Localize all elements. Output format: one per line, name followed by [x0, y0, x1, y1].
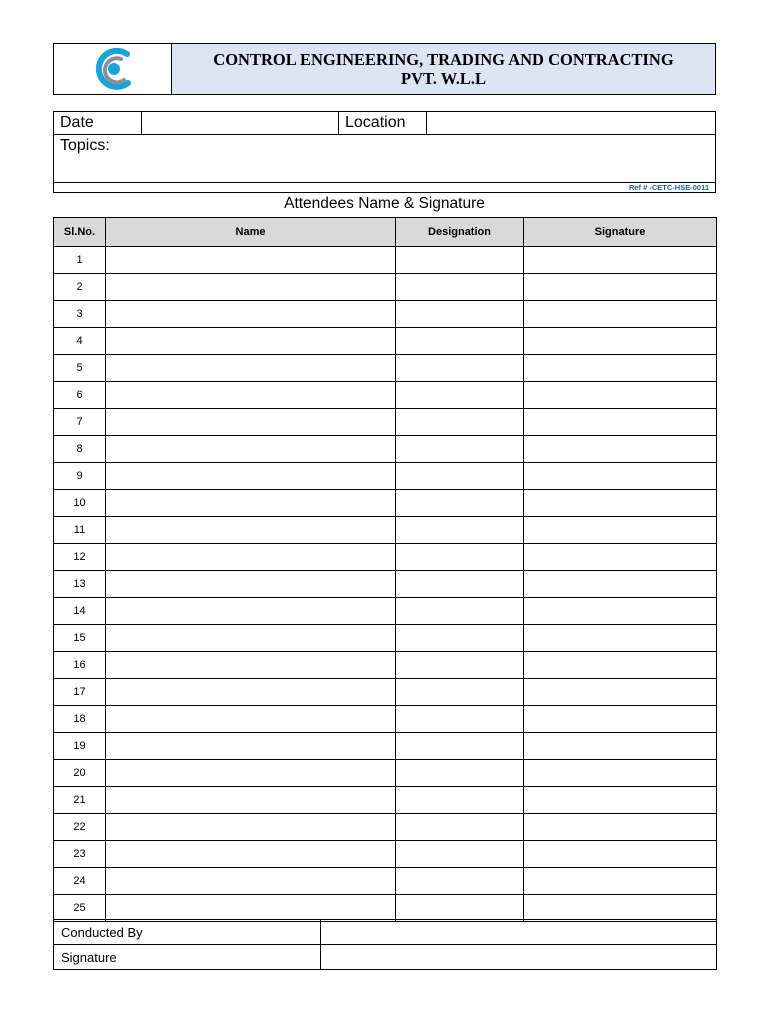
name-cell[interactable] [106, 463, 396, 490]
table-row [54, 868, 717, 895]
serial-number-cell: 25 [54, 895, 106, 922]
logo-cell [54, 44, 172, 94]
serial-number-cell: 9 [54, 463, 106, 490]
serial-number-cell: 2 [54, 274, 106, 301]
serial-number-cell: 11 [54, 517, 106, 544]
date-field[interactable] [142, 112, 339, 134]
ref-divider [54, 182, 715, 183]
document-header [53, 43, 716, 95]
table-row [54, 328, 717, 355]
table-row [54, 274, 717, 301]
column-header-signature: Signature [524, 218, 717, 247]
name-cell[interactable] [106, 436, 396, 463]
signature-cell[interactable] [524, 409, 717, 436]
table-row [54, 436, 717, 463]
designation-cell[interactable] [396, 787, 524, 814]
name-cell[interactable] [106, 571, 396, 598]
signature-row [54, 945, 717, 970]
signature-cell[interactable] [524, 760, 717, 787]
table-row [54, 247, 717, 274]
table-row [54, 301, 717, 328]
designation-cell[interactable] [396, 760, 524, 787]
column-header-name: Name [106, 218, 396, 247]
table-row [54, 733, 717, 760]
table-row [54, 544, 717, 571]
designation-cell[interactable] [396, 463, 524, 490]
table-row [54, 679, 717, 706]
signature-cell[interactable] [524, 436, 717, 463]
designation-cell[interactable] [396, 652, 524, 679]
signature-cell[interactable] [524, 571, 717, 598]
designation-cell[interactable] [396, 490, 524, 517]
designation-cell[interactable] [396, 436, 524, 463]
designation-cell[interactable] [396, 382, 524, 409]
name-cell[interactable] [106, 895, 396, 922]
signature-cell[interactable] [524, 490, 717, 517]
name-cell[interactable] [106, 787, 396, 814]
table-row [54, 895, 717, 922]
table-row [54, 841, 717, 868]
conducted-by-field[interactable] [321, 920, 717, 945]
company-name-line-2: PVT. W.L.L [401, 69, 486, 88]
serial-number-cell: 24 [54, 868, 106, 895]
signature-cell[interactable] [524, 679, 717, 706]
reference-number: Ref # -CETC-HSE-0011 [628, 183, 709, 192]
serial-number-cell: 5 [54, 355, 106, 382]
signature-cell[interactable] [524, 841, 717, 868]
serial-number-cell: 3 [54, 301, 106, 328]
serial-number-cell: 16 [54, 652, 106, 679]
name-cell[interactable] [106, 679, 396, 706]
attendees-table [53, 217, 717, 922]
signature-cell[interactable] [524, 247, 717, 274]
designation-cell[interactable] [396, 814, 524, 841]
designation-cell[interactable] [396, 274, 524, 301]
name-cell[interactable] [106, 598, 396, 625]
conducted-by-label: Conducted By [54, 920, 321, 945]
designation-cell[interactable] [396, 895, 524, 922]
name-cell[interactable] [106, 382, 396, 409]
serial-number-cell: 18 [54, 706, 106, 733]
table-row [54, 409, 717, 436]
name-cell[interactable] [106, 517, 396, 544]
signature-cell[interactable] [524, 787, 717, 814]
table-row [54, 787, 717, 814]
topics-label: Topics: [60, 137, 110, 154]
name-cell[interactable] [106, 706, 396, 733]
serial-number-cell: 17 [54, 679, 106, 706]
name-cell[interactable] [106, 274, 396, 301]
name-cell[interactable] [106, 409, 396, 436]
signature-cell[interactable] [524, 463, 717, 490]
meeting-info-box [53, 111, 716, 193]
table-row [54, 598, 717, 625]
date-location-row [54, 112, 715, 135]
signature-cell[interactable] [524, 301, 717, 328]
table-row [54, 760, 717, 787]
footer-table [53, 919, 717, 970]
signature-cell[interactable] [524, 895, 717, 922]
location-field[interactable] [427, 112, 715, 134]
signature-label: Signature [54, 945, 321, 970]
serial-number-cell: 13 [54, 571, 106, 598]
signature-cell[interactable] [524, 328, 717, 355]
signature-field[interactable] [321, 945, 717, 970]
conducted-by-row [54, 920, 717, 945]
column-header-sl-no: Sl.No. [54, 218, 106, 247]
table-row [54, 490, 717, 517]
designation-cell[interactable] [396, 517, 524, 544]
name-cell[interactable] [106, 544, 396, 571]
signature-cell[interactable] [524, 706, 717, 733]
serial-number-cell: 10 [54, 490, 106, 517]
designation-cell[interactable] [396, 544, 524, 571]
section-title: Attendees Name & Signature [284, 195, 485, 212]
designation-cell[interactable] [396, 868, 524, 895]
serial-number-cell: 7 [54, 409, 106, 436]
name-cell[interactable] [106, 652, 396, 679]
company-logo-icon [88, 44, 138, 94]
name-cell[interactable] [106, 301, 396, 328]
signature-cell[interactable] [524, 868, 717, 895]
name-cell[interactable] [106, 814, 396, 841]
designation-cell[interactable] [396, 301, 524, 328]
serial-number-cell: 12 [54, 544, 106, 571]
serial-number-cell: 23 [54, 841, 106, 868]
signature-cell[interactable] [524, 355, 717, 382]
serial-number-cell: 1 [54, 247, 106, 274]
name-cell[interactable] [106, 760, 396, 787]
name-cell[interactable] [106, 868, 396, 895]
serial-number-cell: 4 [54, 328, 106, 355]
signature-cell[interactable] [524, 598, 717, 625]
designation-cell[interactable] [396, 328, 524, 355]
serial-number-cell: 21 [54, 787, 106, 814]
date-label: Date [54, 112, 142, 134]
signature-cell[interactable] [524, 733, 717, 760]
signature-cell[interactable] [524, 625, 717, 652]
location-label: Location [339, 112, 427, 134]
signature-cell[interactable] [524, 652, 717, 679]
column-header-designation: Designation [396, 218, 524, 247]
name-cell[interactable] [106, 328, 396, 355]
name-cell[interactable] [106, 490, 396, 517]
table-row [54, 463, 717, 490]
serial-number-cell: 20 [54, 760, 106, 787]
table-row [54, 706, 717, 733]
table-row [54, 355, 717, 382]
signature-cell[interactable] [524, 274, 717, 301]
signature-cell[interactable] [524, 382, 717, 409]
table-row [54, 814, 717, 841]
serial-number-cell: 22 [54, 814, 106, 841]
table-header-row [54, 218, 717, 247]
designation-cell[interactable] [396, 409, 524, 436]
designation-cell[interactable] [396, 706, 524, 733]
table-row [54, 382, 717, 409]
designation-cell[interactable] [396, 598, 524, 625]
serial-number-cell: 14 [54, 598, 106, 625]
signature-cell[interactable] [524, 544, 717, 571]
name-cell[interactable] [106, 625, 396, 652]
designation-cell[interactable] [396, 841, 524, 868]
table-row [54, 652, 717, 679]
designation-cell[interactable] [396, 355, 524, 382]
serial-number-cell: 6 [54, 382, 106, 409]
signature-cell[interactable] [524, 814, 717, 841]
designation-cell[interactable] [396, 571, 524, 598]
name-cell[interactable] [106, 247, 396, 274]
name-cell[interactable] [106, 733, 396, 760]
serial-number-cell: 15 [54, 625, 106, 652]
table-row [54, 625, 717, 652]
serial-number-cell: 8 [54, 436, 106, 463]
designation-cell[interactable] [396, 625, 524, 652]
serial-number-cell: 19 [54, 733, 106, 760]
table-row [54, 517, 717, 544]
signature-cell[interactable] [524, 517, 717, 544]
company-title [172, 44, 715, 94]
designation-cell[interactable] [396, 733, 524, 760]
table-row [54, 571, 717, 598]
company-name-line-1: CONTROL ENGINEERING, TRADING AND CONTRACTING [213, 50, 674, 69]
designation-cell[interactable] [396, 679, 524, 706]
name-cell[interactable] [106, 355, 396, 382]
designation-cell[interactable] [396, 247, 524, 274]
name-cell[interactable] [106, 841, 396, 868]
